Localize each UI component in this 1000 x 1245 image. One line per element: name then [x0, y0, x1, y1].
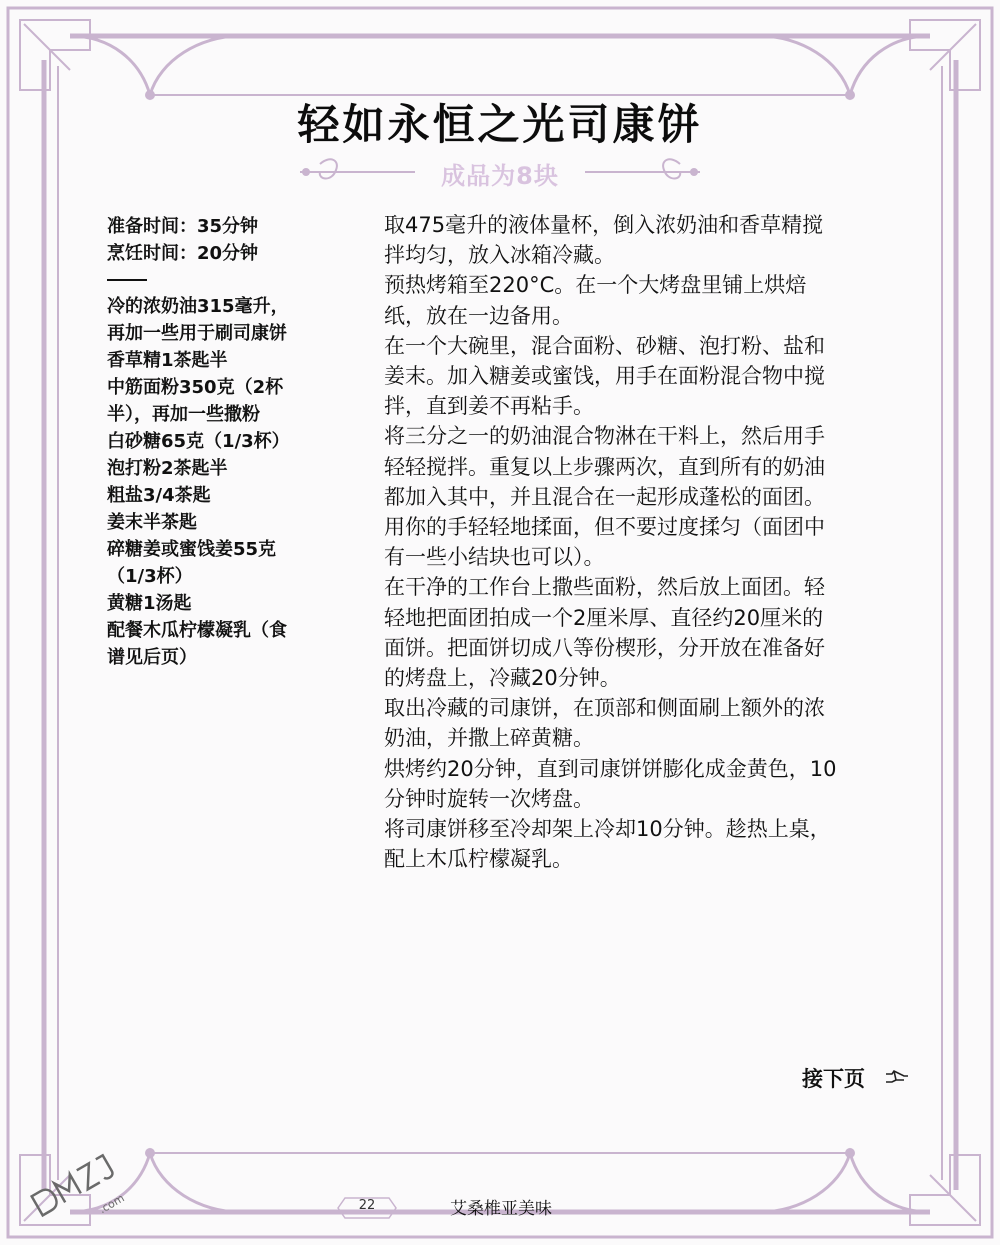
instruction-line: 面饼。把面饼切成八等份楔形，分开放在准备好 — [384, 635, 825, 660]
ingredient-line: 半），再加一些撒粉 — [107, 404, 260, 425]
instruction-line: 轻地把面团拍成一个2厘米厚、直径约20厘米的 — [384, 605, 824, 630]
ingredient-line: 泡打粉2茶匙半 — [107, 458, 228, 479]
ingredient-line: 粗盐3/4茶匙 — [107, 485, 211, 506]
instruction-line: 将司康饼移至冷却架上冷却10分钟。趁热上桌， — [384, 817, 831, 842]
ingredient-line: 再加一些用于刷司康饼 — [107, 323, 287, 344]
instruction-line: 在一个大碗里，混合面粉、砂糖、泡打粉、盐和 — [384, 333, 825, 358]
ingredient-line: 谱见后页） — [107, 647, 197, 668]
instruction-line: 烘烤约20分钟，直到司康饼饼膨化成金黄色，10 — [384, 756, 837, 781]
instruction-line: 取出冷藏的司康饼，在顶部和侧面刷上额外的浓 — [384, 696, 825, 721]
ingredient-list — [107, 293, 357, 671]
instruction-line: 轻轻搅拌。重复以上步骤两次，直到所有的奶油 — [384, 454, 825, 479]
instruction-line: 预热烤箱至220°C。在一个大烤盘里铺上烘焙 — [384, 273, 807, 298]
cook-time: 烹饪时间：20分钟 — [107, 243, 259, 264]
instruction-line: 纸，放在一边备用。 — [384, 303, 573, 328]
ingredient-line: 配餐木瓜柠檬凝乳（食 — [107, 620, 287, 641]
divider — [107, 279, 147, 281]
ingredient-line: （1/3杯） — [107, 566, 193, 587]
instruction-line: 配上木瓜柠檬凝乳。 — [384, 847, 573, 872]
instruction-line: 奶油，并撒上碎黄糖。 — [384, 726, 594, 751]
instruction-line: 用你的手轻轻地揉面，但不要过度揉匀（面团中 — [384, 515, 825, 540]
ingredient-line: 香草精1茶匙半 — [107, 350, 228, 371]
recipe-yield: 成品为8块 — [441, 162, 559, 190]
instruction-line: 取475毫升的液体量杯，倒入浓奶油和香草精搅 — [384, 213, 824, 237]
instruction-line: 将三分之一的奶油混合物淋在干料上，然后用手 — [384, 424, 825, 449]
instruction-line: 有一些小结块也可以）。 — [384, 545, 605, 570]
instruction-line: 拌均匀，放入冰箱冷藏。 — [384, 243, 615, 268]
page-number: 22 — [358, 1198, 376, 1213]
ingredient-line: 白砂糖65克（1/3杯） — [107, 431, 290, 452]
instructions-text — [384, 210, 904, 874]
instruction-line: 拌，直到姜不再粘手。 — [384, 394, 594, 419]
ingredient-line: 碎糖姜或蜜饯姜55克 — [107, 539, 277, 560]
instruction-line: 姜末。加入糖姜或蜜饯，用手在面粉混合物中搅 — [384, 364, 825, 389]
ingredient-line: 姜末半茶匙 — [107, 512, 197, 533]
book-title-footer: 艾桑椎亚美味 — [450, 1199, 552, 1219]
ingredient-line: 冷的浓奶油315毫升， — [107, 296, 289, 317]
recipe-title: 轻如永恒之光司康饼 — [297, 100, 703, 149]
instruction-line: 的烤盘上，冷藏20分钟。 — [384, 666, 621, 691]
next-page-label: 接下页 — [802, 1067, 865, 1091]
instruction-line: 分钟时旋转一次烤盘。 — [384, 786, 594, 811]
ingredients-panel — [107, 213, 357, 671]
instruction-line: 都加入其中，并且混合在一起形成蓬松的面团。 — [384, 484, 825, 509]
watermark-logo — [20, 1130, 140, 1230]
instruction-line: 在干净的工作台上撒些面粉，然后放上面团。轻 — [384, 575, 825, 600]
svg-text:.com: .com — [96, 1191, 127, 1217]
pointing-hand-icon — [884, 1068, 910, 1088]
ingredient-line: 黄糖1汤匙 — [107, 593, 192, 614]
ingredient-line: 中筋面粉350克（2杯 — [107, 377, 284, 398]
prep-time: 准备时间：35分钟 — [107, 216, 259, 237]
